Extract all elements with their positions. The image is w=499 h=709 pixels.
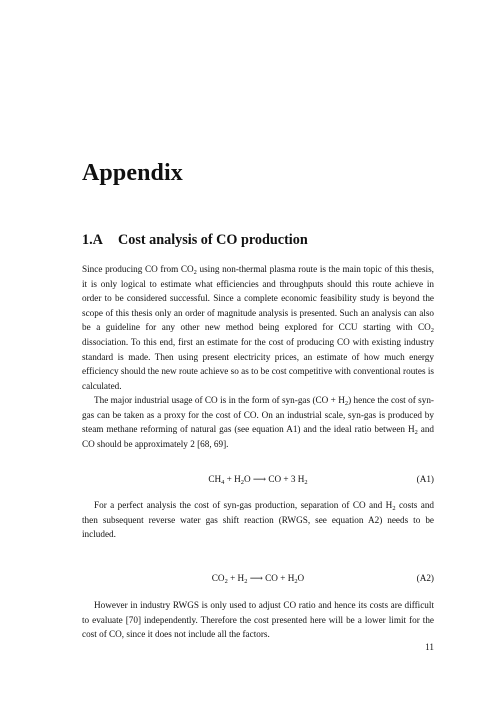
paragraph-2 <box>82 393 434 451</box>
subscript: 2 <box>244 578 248 585</box>
subscript: 2 <box>304 479 308 486</box>
subscript: 2 <box>344 400 349 407</box>
paragraph-1 <box>82 262 434 393</box>
section-title: Cost analysis of CO production <box>118 232 308 248</box>
page-number: 11 <box>425 642 434 652</box>
equation-a1-label: (A1) <box>416 474 434 484</box>
subscript: 2 <box>294 578 298 585</box>
subscript: 4 <box>221 479 225 486</box>
eq-term: + H <box>227 573 245 583</box>
paragraph-3-text-a: For a perfect analysis the cost of syn-gas production, separation of CO and H <box>94 500 393 510</box>
equation-a1 <box>82 474 434 488</box>
paragraph-3 <box>82 498 434 542</box>
equation-a2-label: (A2) <box>416 573 434 583</box>
section-number: 1.A <box>82 232 103 248</box>
subscript: 2 <box>392 505 396 512</box>
equation-a1-expression <box>82 474 434 485</box>
section-heading <box>82 232 308 249</box>
eq-term: CH <box>208 474 222 484</box>
paragraph-4: However in industry RWGS is only used to adjust CO ratio and hence its costs are difficult to evaluate [70] independently. Therefore the cost presented here will be a lower limit for the cost of CO, since it does not include all the factors. <box>82 600 434 640</box>
subscript: 2 <box>193 269 197 276</box>
eq-term: CO <box>211 573 225 583</box>
subscript: 2 <box>224 578 228 585</box>
paragraph-3-text-b: costs and then subsequent reverse water gas shift reaction (RWGS, see equation A2) needs to be included. <box>82 500 435 540</box>
chapter-title: Appendix <box>82 160 183 186</box>
paragraph-2-text-b: ) hence the cost of syn-gas can be taken as a proxy for the cost of CO. On an industrial scale, syn-gas is produced by steam methane reforming of natural gas (see equation A1) and the ideal ratio between H <box>82 395 434 435</box>
eq-term: O ⟶ CO + 3 H <box>243 474 305 484</box>
paragraph-1-text-c: dissociation. To this end, first an estimate for the cost of producing CO with existing industry standard is made. Then using present electricity prices, an estimate of how much energy efficiency should the new route achieve so as to be cost competitive with conventional routes is calculated. <box>82 336 434 391</box>
subscript: 2 <box>240 479 244 486</box>
eq-term: ⟶ CO + H <box>247 573 295 583</box>
paragraph-1-text-a: Since producing CO from CO <box>82 264 194 274</box>
equation-a2 <box>82 573 434 587</box>
paragraph-2-text-a: The major industrial usage of CO is in the form of syn-gas (CO + H <box>94 395 345 405</box>
eq-term: O <box>297 573 305 583</box>
paragraph-2-text-c: and CO should be approximately 2 [68, 69]. <box>82 424 435 449</box>
paragraph-1-text-b: using non-thermal plasma route is the main topic of this thesis, it is only logical to estimate what efficiencies and throughputs should this route achieve in order to be considered successful. Since a complete economic feasibility study is beyond the scope of this thesis only an order of magnitude analysis is presented. Such an analysis can also be a guideline for any other new method being explored for CCU starting with CO <box>82 264 434 333</box>
equation-a2-expression <box>82 573 434 584</box>
subscript: 2 <box>430 327 434 335</box>
subscript: 2 <box>414 429 418 437</box>
eq-term: + H <box>224 474 241 484</box>
